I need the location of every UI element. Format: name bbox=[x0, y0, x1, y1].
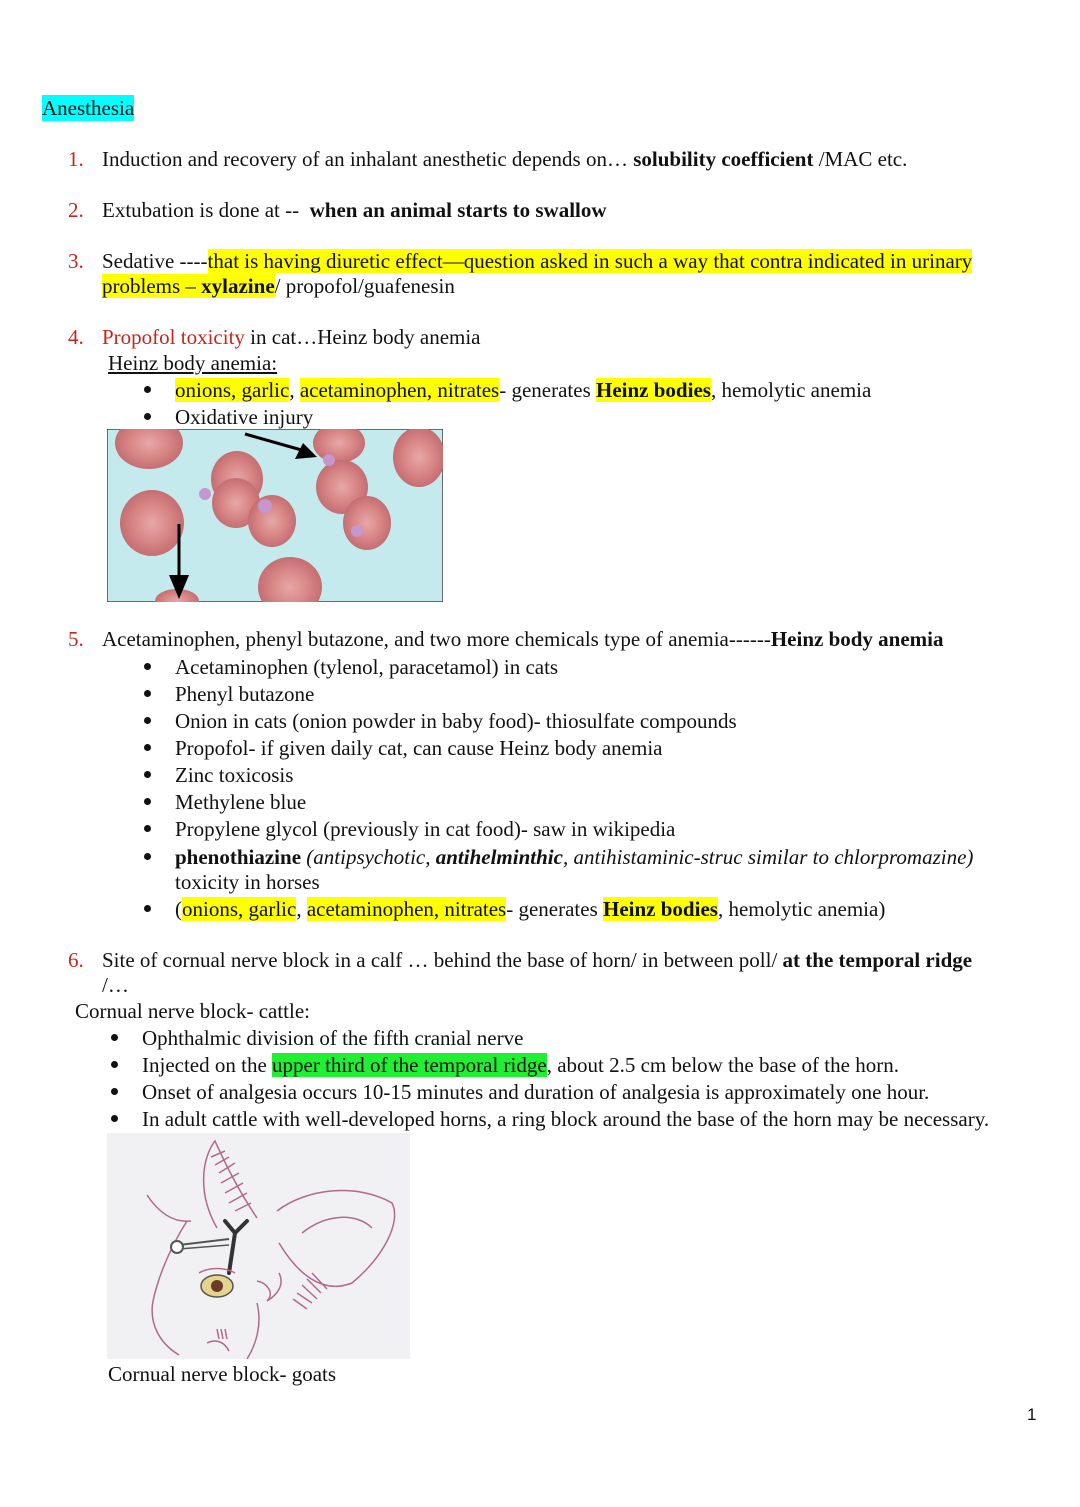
question-6-line-2: /… bbox=[102, 973, 129, 997]
bullet bbox=[144, 798, 151, 805]
q3-rest: / propofol/guafenesin bbox=[274, 274, 455, 298]
q5-text: Acetaminophen, phenyl butazone, and two more chemicals type of anemia------ bbox=[102, 627, 771, 651]
bullet bbox=[111, 1034, 118, 1041]
hl-text: acetaminophen, nitrates bbox=[299, 378, 500, 402]
q4-bullet-1 bbox=[175, 377, 871, 403]
hl-text: onions, garlic bbox=[182, 897, 297, 921]
bullet bbox=[144, 744, 151, 751]
item-number: 1. bbox=[68, 147, 84, 171]
question-2 bbox=[102, 197, 607, 223]
rest-text: , about 2.5 cm below the base of the horn. bbox=[546, 1053, 899, 1077]
q5-item: Propylene glycol (previously in cat food)- saw in wikipedia bbox=[175, 817, 676, 841]
bullet bbox=[144, 386, 151, 393]
mid-text: - generates bbox=[506, 897, 604, 921]
bold-hl-text: Heinz bodies bbox=[603, 897, 718, 921]
q6-subheading: Cornual nerve block- cattle: bbox=[75, 999, 310, 1023]
q3-answer: xylazine bbox=[201, 274, 275, 298]
pheno-italic: (antipsychotic, bbox=[301, 845, 436, 869]
pheno-italic-2: , antihistaminic-struc similar to chlorpromazine) bbox=[562, 845, 974, 869]
paren: ( bbox=[175, 897, 182, 921]
pheno-bold: phenothiazine bbox=[175, 845, 302, 869]
q2-text: Extubation is done at -- bbox=[102, 198, 310, 222]
item-number: 3. bbox=[68, 249, 84, 273]
goat-cornual-block-sketch bbox=[107, 1133, 410, 1359]
bullet bbox=[144, 690, 151, 697]
question-3-line-1 bbox=[102, 248, 972, 274]
q4-red-text: Propofol toxicity bbox=[102, 325, 245, 349]
bullet bbox=[111, 1088, 118, 1095]
sep: , bbox=[289, 378, 300, 402]
green-highlight: upper third of the temporal ridge bbox=[272, 1053, 547, 1077]
sep: , bbox=[296, 897, 307, 921]
question-4 bbox=[102, 324, 481, 350]
bullet bbox=[144, 663, 151, 670]
bullet bbox=[144, 717, 151, 724]
bullet bbox=[144, 413, 151, 420]
q3-highlight: that is having diuretic effect—question asked in such a way that contra indicated in urinary bbox=[207, 249, 973, 273]
q1-rest: /MAC etc. bbox=[813, 147, 908, 171]
question-6 bbox=[102, 947, 972, 973]
bullet bbox=[111, 1061, 118, 1068]
q6-bullet-4: In adult cattle with well-developed horns, a ring block around the base of the horn may be necessary. bbox=[142, 1107, 990, 1131]
item-number: 5. bbox=[68, 627, 84, 651]
q6-answer: at the temporal ridge bbox=[782, 948, 973, 972]
bullet bbox=[144, 771, 151, 778]
question-3-line-2 bbox=[102, 273, 455, 299]
q5-item: Zinc toxicosis bbox=[175, 763, 294, 787]
q5-phenothiazine-line-2: toxicity in horses bbox=[175, 870, 320, 894]
q6-text: Site of cornual nerve block in a calf … behind the base of horn/ in between poll/ bbox=[102, 948, 783, 972]
hl-text: acetaminophen, nitrates bbox=[306, 897, 507, 921]
rest-text: , hemolytic anemia bbox=[710, 378, 872, 402]
pre-text: Injected on the bbox=[142, 1053, 273, 1077]
page-title: Anesthesia bbox=[42, 96, 135, 120]
bullet bbox=[144, 853, 151, 860]
q5-item: Methylene blue bbox=[175, 790, 307, 814]
bullet bbox=[111, 1115, 118, 1122]
item-number: 4. bbox=[68, 325, 84, 349]
hl-text: onions, garlic bbox=[175, 378, 290, 402]
mid-text: - generates bbox=[499, 378, 597, 402]
q5-phenothiazine bbox=[175, 844, 973, 870]
q5-item: Onion in cats (onion powder in baby food)- thiosulfate compounds bbox=[175, 709, 737, 733]
q4-text: in cat…Heinz body anemia bbox=[244, 325, 481, 349]
pheno-bold-italic: antihelminthic bbox=[435, 845, 563, 869]
q3-highlight-2 bbox=[102, 274, 275, 298]
q6-bullet-1: Ophthalmic division of the fifth cranial nerve bbox=[142, 1026, 524, 1050]
question-1 bbox=[102, 146, 907, 172]
bullet bbox=[144, 825, 151, 832]
q2-answer: when an animal starts to swallow bbox=[309, 198, 607, 222]
q1-text: Induction and recovery of an inhalant anesthetic depends on… bbox=[102, 147, 634, 171]
q5-last-item bbox=[175, 896, 885, 922]
item-number: 6. bbox=[68, 948, 84, 972]
q4-subheading: Heinz body anemia: bbox=[108, 351, 278, 375]
figure-caption: Cornual nerve block- goats bbox=[108, 1362, 337, 1386]
q4-bullet-2: Oxidative injury bbox=[175, 405, 314, 429]
q5-answer: Heinz body anemia bbox=[770, 627, 944, 651]
q6-bullet-2 bbox=[142, 1052, 899, 1078]
q5-item: Propofol- if given daily cat, can cause Heinz body anemia bbox=[175, 736, 663, 760]
item-number: 2. bbox=[68, 198, 84, 222]
page-number: 1 bbox=[1027, 1405, 1037, 1424]
q6-bullet-3: Onset of analgesia occurs 10-15 minutes and duration of analgesia is approximately one hour. bbox=[142, 1080, 930, 1104]
q3-highlight-text: problems – bbox=[102, 274, 202, 298]
question-5 bbox=[102, 626, 944, 652]
rest-text: , hemolytic anemia) bbox=[717, 897, 886, 921]
q1-answer: solubility coefficient bbox=[633, 147, 814, 171]
q3-text: Sedative ---- bbox=[102, 249, 208, 273]
q5-item: Acetaminophen (tylenol, paracetamol) in cats bbox=[175, 655, 559, 679]
bold-hl-text: Heinz bodies bbox=[596, 378, 711, 402]
heinz-body-smear-image bbox=[107, 429, 443, 602]
bullet bbox=[144, 905, 151, 912]
q5-item: Phenyl butazone bbox=[175, 682, 315, 706]
